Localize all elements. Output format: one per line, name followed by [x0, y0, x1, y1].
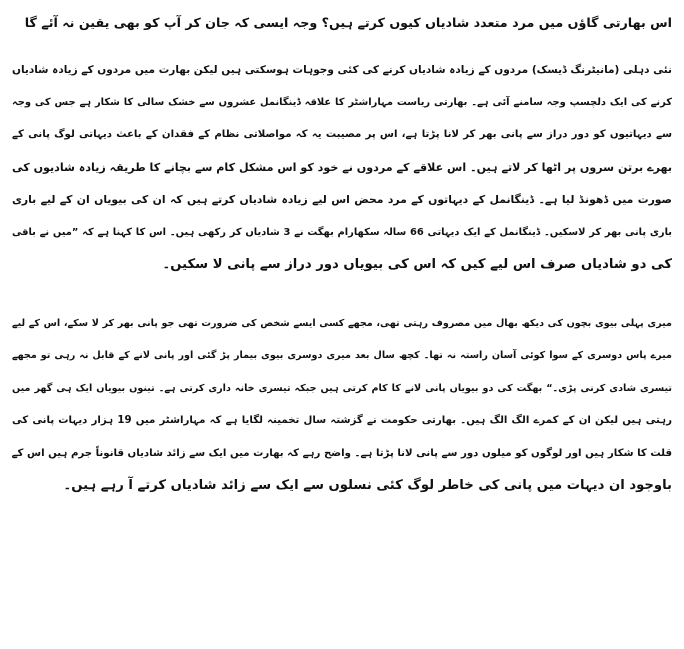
- paragraph-line: سے دیہاتیوں کو دور دراز سے پانی بھر کر لانا پڑتا ہے، اس پر مصیبت یہ کہ مواصلاتی نظام کے فقدان کے باعث دیہاتی لوگ پانی کے: [12, 129, 672, 140]
- paragraph-line: نئی دہلی (مانیٹرنگ ڈیسک) مردوں کے زیادہ شادیاں کرنے کی کئی وجوہات ہوسکتی ہیں لیکن بھارت میں مردوں کے زیادہ شادیاں: [12, 64, 672, 76]
- paragraph-line: باری پانی بھر کر لاسکیں۔ ڈینگانمل کے ایک دیہاتی 66 سالہ سکھارام بھگت نے 3 شادیاں کر رکھی ہیں۔ اس کا کہنا ہے کہ ”میں نے باقی: [12, 226, 672, 238]
- paragraph-line: کرنے کی ایک دلچسپ وجہ سامنے آئی ہے۔ بھارتی ریاست مہاراشٹر کا علاقہ ڈینگانمل عشروں سے خشک سالی کا شکار ہے جس کی وجہ: [12, 96, 672, 108]
- article-paragraph-1: [12, 54, 672, 282]
- paragraph-line: رہتی ہیں لیکن ان کے کمرے الگ الگ ہیں۔ بھارتی حکومت نے گزشتہ سال تخمینہ لگایا ہے کہ مہاراشٹر میں 19 ہزار دیہات پانی کی: [12, 415, 672, 426]
- paragraph-line: صورت میں ڈھونڈ لیا ہے۔ ڈینگانمل کے دیہاتوں کے مرد محض اس لیے زیادہ شادیاں کرتے ہیں کہ ان کی بیویاں ان کے لیے باری: [12, 193, 672, 206]
- paragraph-line: میرے پاس دوسری کے سوا کوئی آسان راستہ نہ تھا۔ کچھ سال بعد میری دوسری بیوی بیمار پڑ گئی اور پانی لانے کے قابل نہ رہی تو مجھے: [12, 350, 672, 361]
- paragraph-line: کی دو شادیاں صرف اس لیے کیں کہ اس کی بیویاں دور دراز سے پانی لا سکیں۔: [162, 257, 672, 272]
- paragraph-line: باوجود ان دیہات میں پانی کی خاطر لوگ کئی نسلوں سے ایک سے زائد شادیاں کرتے آ رہے ہیں۔: [63, 478, 672, 493]
- paragraph-line: میری پہلی بیوی بچوں کی دیکھ بھال میں مصروف رہتی تھی، مجھے کسی ایسے شخص کی ضرورت تھی جو پانی بھر کر لا سکے، اس کے لیے: [12, 317, 672, 329]
- paragraph-line: بھرے برتن سروں پر اٹھا کر لاتے ہیں۔ اس علاقے کے مردوں نے خود کو اس مشکل کام سے بچانے کا طریقہ زیادہ شادیوں کی: [12, 160, 672, 174]
- article-paragraph-2: [12, 308, 672, 503]
- paragraph-line: قلت کا شکار ہیں اور لوگوں کو میلوں دور سے پانی لانا پڑتا ہے۔ واضح رہے کہ بھارت میں ایک سے زائد شادیاں قانوناً جرم ہیں اس کے: [12, 447, 672, 459]
- paragraph-line: تیسری شادی کرنی پڑی۔“ بھگت کی دو بیویاں پانی لانے کا کام کرتی ہیں جبکہ تیسری خانہ داری کرتی ہے۔ تینوں بیویاں ایک ہی گھر میں: [12, 382, 672, 394]
- article-headline: اس بھارتی گاؤں میں مرد متعدد شادیاں کیوں کرتے ہیں؟ وجہ ایسی کہ جان کر آپ کو بھی یقین نہ آئے گا: [24, 15, 672, 30]
